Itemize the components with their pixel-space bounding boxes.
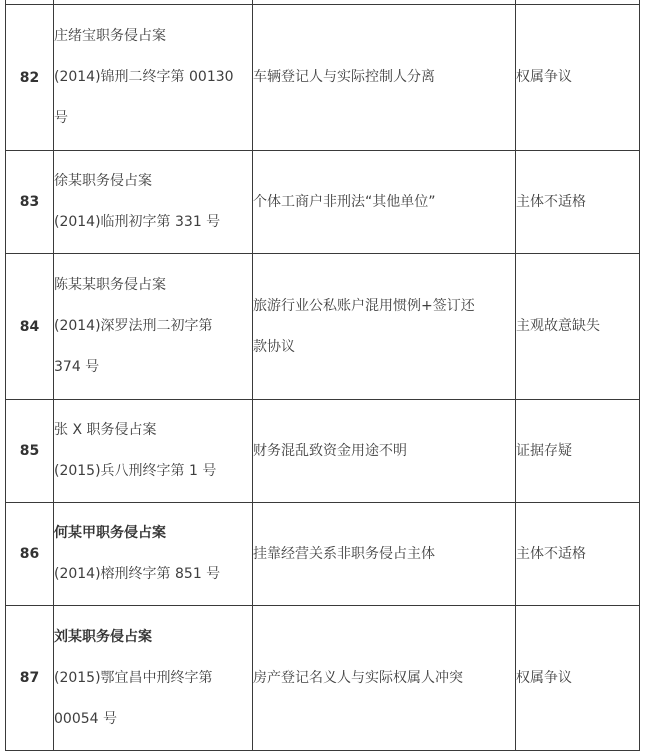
case-cell [54, 5, 253, 151]
issue-cell [253, 254, 516, 400]
case-cell [54, 503, 253, 606]
result-cell: 主体不适格 [516, 503, 640, 606]
table-row [6, 503, 640, 606]
case-title: 张 X 职务侵占案 [54, 422, 157, 438]
issue-cell [253, 606, 516, 751]
issue-text: 旅游行业公私账户混用惯例+签订还 [253, 297, 475, 314]
case-title: 陈某某职务侵占案 [54, 277, 166, 293]
table-row [6, 5, 640, 151]
issue-text: 个体工商户非刑法“其他单位” [253, 193, 436, 210]
row-number: 82 [6, 5, 54, 151]
case-cell [54, 606, 253, 751]
issue-text: 财务混乱致资金用途不明 [253, 442, 407, 459]
issue-cell [253, 400, 516, 503]
case-reference: 374 号 [54, 359, 100, 375]
row-number: 87 [6, 606, 54, 751]
case-title: 刘某职务侵占案 [54, 628, 152, 645]
row-number: 85 [6, 400, 54, 503]
issue-text: 房产登记名义人与实际权属人冲突 [253, 669, 463, 686]
result-cell: 证据存疑 [516, 400, 640, 503]
issue-cell [253, 503, 516, 606]
row-number: 84 [6, 254, 54, 400]
table-row [6, 606, 640, 751]
case-reference: (2015)鄂宜昌中刑终字第 [54, 669, 213, 686]
issue-text: 车辆登记人与实际控制人分离 [253, 69, 435, 85]
table-row [6, 254, 640, 400]
table-row [6, 151, 640, 254]
result-cell: 主体不适格 [516, 151, 640, 254]
result-cell: 主观故意缺失 [516, 254, 640, 400]
issue-cell [253, 151, 516, 254]
issue-text: 挂靠经营关系非职务侵占主体 [253, 545, 435, 562]
case-reference: (2014)榕刑终字第 851 号 [54, 566, 221, 582]
issue-text: 款协议 [253, 338, 295, 355]
case-cell [54, 400, 253, 503]
case-reference: 00054 号 [54, 710, 117, 727]
case-reference: (2014)锦刑二终字第 00130 [54, 69, 234, 85]
table-row [6, 400, 640, 503]
case-cell [54, 254, 253, 400]
case-reference: (2015)兵八刑终字第 1 号 [54, 463, 217, 479]
result-cell: 权属争议 [516, 5, 640, 151]
case-reference: (2014)临刑初字第 331 号 [54, 214, 221, 230]
case-title: 徐某职务侵占案 [54, 173, 152, 189]
case-cell [54, 151, 253, 254]
case-reference: 号 [54, 110, 68, 126]
case-title: 庄绪宝职务侵占案 [54, 28, 166, 44]
case-reference: (2014)深罗法刑二初字第 [54, 318, 213, 334]
row-number: 83 [6, 151, 54, 254]
case-title: 何某甲职务侵占案 [54, 525, 166, 541]
issue-cell [253, 5, 516, 151]
row-number: 86 [6, 503, 54, 606]
result-cell: 权属争议 [516, 606, 640, 751]
cases-table [5, 0, 640, 751]
